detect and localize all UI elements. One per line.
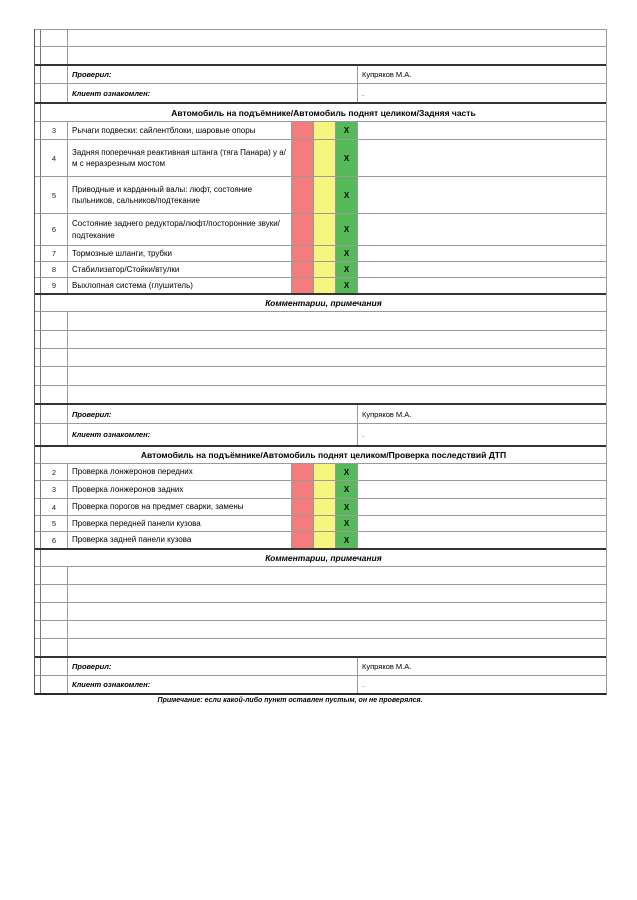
status-cell-yellow xyxy=(314,246,336,261)
section-title: Автомобиль на подъёмнике/Автомобиль поднят целиком/Проверка последствий ДТП xyxy=(140,450,507,460)
notes-cell xyxy=(358,177,606,213)
comments-title: Комментарии, примечания xyxy=(265,298,382,308)
status-cell-red xyxy=(292,481,314,498)
table-row xyxy=(35,531,606,548)
status-cell-red xyxy=(292,214,314,245)
inspection-form xyxy=(34,29,607,695)
comment-line xyxy=(68,349,606,366)
table-row xyxy=(35,261,606,277)
status-cell-green xyxy=(336,262,358,277)
comments-header-row xyxy=(35,293,606,311)
checked-by-label: Проверил: xyxy=(68,405,358,423)
client-informed-value: . xyxy=(362,430,365,439)
comment-line xyxy=(68,367,606,385)
item-description: Проверка лонжеронов задних xyxy=(68,481,292,498)
row-number-cell xyxy=(41,603,68,620)
comments-header-row xyxy=(35,548,606,566)
checked-by-value: Купряков М.А. xyxy=(362,409,412,419)
empty-comment-row xyxy=(35,311,606,330)
client-informed-value: . xyxy=(362,88,365,98)
item-description: Тормозные шланги, трубки xyxy=(68,246,292,261)
client-informed-value: . xyxy=(362,680,365,689)
empty-comment-row xyxy=(35,366,606,385)
row-number-cell xyxy=(41,621,68,638)
client-informed-row xyxy=(35,423,606,445)
status-cell-red xyxy=(292,499,314,515)
item-number: 6 xyxy=(41,532,68,548)
table-row xyxy=(35,139,606,176)
x-mark: X xyxy=(343,126,350,135)
status-cell-green xyxy=(336,122,358,139)
item-description: Проверка порогов на предмет сварки, замены xyxy=(68,499,292,515)
item-description: Проверка лонжеронов передних xyxy=(68,464,292,480)
table-row xyxy=(35,213,606,245)
notes-cell xyxy=(358,262,606,277)
empty-comment-row xyxy=(35,385,606,403)
item-description: Проверка передней панели кузова xyxy=(68,516,292,531)
row-number-cell xyxy=(41,47,68,64)
x-mark: X xyxy=(343,225,350,234)
checked-by-value: Купряков М.А. xyxy=(362,70,412,79)
x-mark: X xyxy=(343,153,350,163)
row-number-cell xyxy=(41,30,68,46)
row-number-cell xyxy=(41,312,68,330)
status-cell-green xyxy=(336,481,358,498)
table-row xyxy=(35,515,606,531)
notes-cell xyxy=(358,464,606,480)
client-informed-row xyxy=(35,83,606,102)
notes-cell xyxy=(358,516,606,531)
status-cell-red xyxy=(292,262,314,277)
table-row xyxy=(35,176,606,213)
row-number-cell xyxy=(41,84,68,102)
empty-comment-row xyxy=(35,620,606,638)
checked-by-row xyxy=(35,64,606,83)
item-number: 4 xyxy=(41,499,68,515)
row-number-cell xyxy=(41,367,68,385)
footer-note: Примечание: если какой-либо пункт оставлен пустым, он не проверялся. xyxy=(157,697,423,704)
section-header-row xyxy=(35,445,606,463)
status-cell-red xyxy=(292,140,314,176)
empty-comment-row xyxy=(35,330,606,348)
comment-line xyxy=(68,621,606,638)
status-cell-yellow xyxy=(314,177,336,213)
status-cell-yellow xyxy=(314,464,336,480)
item-description: Стабилизатор/Стойки/втулки xyxy=(68,262,292,277)
client-informed-label: Клиент ознакомлен: xyxy=(68,676,358,693)
status-cell-yellow xyxy=(314,499,336,515)
comment-line xyxy=(68,639,606,656)
status-cell-green xyxy=(336,464,358,480)
row-number-cell xyxy=(41,386,68,403)
item-number: 5 xyxy=(41,177,68,213)
client-informed-label: Клиент ознакомлен: xyxy=(68,424,358,445)
item-description: Выхлопная система (глушитель) xyxy=(68,278,292,293)
item-number: 6 xyxy=(41,214,68,245)
checked-by-row xyxy=(35,403,606,423)
status-cell-red xyxy=(292,516,314,531)
status-cell-red xyxy=(292,177,314,213)
row-number-cell xyxy=(41,567,68,584)
status-cell-red xyxy=(292,278,314,293)
x-mark: X xyxy=(343,519,350,528)
table-row xyxy=(35,277,606,293)
notes-cell xyxy=(358,532,606,548)
notes-cell xyxy=(358,246,606,261)
empty-comment-row xyxy=(35,29,606,46)
item-number: 3 xyxy=(41,122,68,139)
checked-by-label: Проверил: xyxy=(68,658,358,675)
row-number-cell xyxy=(41,585,68,602)
empty-comment-row xyxy=(35,638,606,656)
status-cell-green xyxy=(336,246,358,261)
status-cell-red xyxy=(292,246,314,261)
status-cell-green xyxy=(336,140,358,176)
status-cell-yellow xyxy=(314,278,336,293)
x-mark: X xyxy=(343,502,350,512)
section-title: Автомобиль на подъёмнике/Автомобиль поднят целиком/Задняя часть xyxy=(171,107,476,118)
status-cell-red xyxy=(292,122,314,139)
x-mark: X xyxy=(343,249,350,258)
row-number-cell xyxy=(41,66,68,83)
status-cell-yellow xyxy=(314,262,336,277)
notes-cell xyxy=(358,214,606,245)
item-description: Рычаги подвески: сайлентблоки, шаровые опоры xyxy=(68,122,292,139)
row-number-cell xyxy=(41,424,68,445)
comment-line xyxy=(68,30,606,46)
checked-by-label: Проверил: xyxy=(68,66,358,83)
notes-cell xyxy=(358,481,606,498)
client-informed-row xyxy=(35,675,606,693)
row-number-cell xyxy=(41,349,68,366)
item-number: 2 xyxy=(41,464,68,480)
comment-line xyxy=(68,47,606,64)
item-description: Приводные и карданный валы: люфт, состояние пыльников, сальников/подтекание xyxy=(68,177,292,213)
table-row xyxy=(35,121,606,139)
status-cell-green xyxy=(336,278,358,293)
status-cell-yellow xyxy=(314,214,336,245)
status-cell-yellow xyxy=(314,481,336,498)
empty-comment-row xyxy=(35,566,606,584)
item-number: 3 xyxy=(41,481,68,498)
x-mark: X xyxy=(343,467,350,477)
status-cell-green xyxy=(336,516,358,531)
row-number-cell xyxy=(41,331,68,348)
table-row xyxy=(35,498,606,515)
row-number-cell xyxy=(41,676,68,693)
x-mark: X xyxy=(343,190,350,200)
item-description: Задняя поперечная реактивная штанга (тяга Панара) у а/м с неразрезным мостом xyxy=(68,140,292,176)
item-number: 8 xyxy=(41,262,68,277)
table-row xyxy=(35,480,606,498)
item-number: 5 xyxy=(41,516,68,531)
row-number-cell xyxy=(41,639,68,656)
status-cell-red xyxy=(292,532,314,548)
item-description: Состояние заднего редуктора/люфт/посторонние звуки/подтекание xyxy=(68,214,292,245)
comment-line xyxy=(68,331,606,348)
status-cell-green xyxy=(336,177,358,213)
empty-comment-row xyxy=(35,348,606,366)
status-cell-green xyxy=(336,214,358,245)
notes-cell xyxy=(358,278,606,293)
row-number-cell xyxy=(41,658,68,675)
status-cell-red xyxy=(292,464,314,480)
status-cell-yellow xyxy=(314,532,336,548)
status-cell-yellow xyxy=(314,516,336,531)
comment-line xyxy=(68,567,606,584)
notes-cell xyxy=(358,122,606,139)
comments-title: Комментарии, примечания xyxy=(265,553,382,563)
item-number: 4 xyxy=(41,140,68,176)
comment-line xyxy=(68,585,606,602)
status-cell-green xyxy=(336,499,358,515)
client-informed-label: Клиент ознакомлен: xyxy=(68,84,358,102)
comment-line xyxy=(68,312,606,330)
notes-cell xyxy=(358,499,606,515)
item-description: Проверка задней панели кузова xyxy=(68,532,292,548)
row-number-cell xyxy=(41,405,68,423)
comment-line xyxy=(68,386,606,403)
x-mark: X xyxy=(343,485,350,494)
x-mark: X xyxy=(343,265,350,274)
section-header-row xyxy=(35,102,606,121)
empty-comment-row xyxy=(35,46,606,64)
notes-cell xyxy=(358,140,606,176)
item-number: 7 xyxy=(41,246,68,261)
empty-comment-row xyxy=(35,602,606,620)
x-mark: X xyxy=(343,535,350,545)
table-row xyxy=(35,245,606,261)
checked-by-value: Купряков М.А. xyxy=(362,662,412,671)
empty-comment-row xyxy=(35,584,606,602)
x-mark: X xyxy=(343,281,350,290)
status-cell-green xyxy=(336,532,358,548)
checked-by-row xyxy=(35,656,606,675)
status-cell-yellow xyxy=(314,140,336,176)
table-row xyxy=(35,463,606,480)
comment-line xyxy=(68,603,606,620)
status-cell-yellow xyxy=(314,122,336,139)
item-number: 9 xyxy=(41,278,68,293)
